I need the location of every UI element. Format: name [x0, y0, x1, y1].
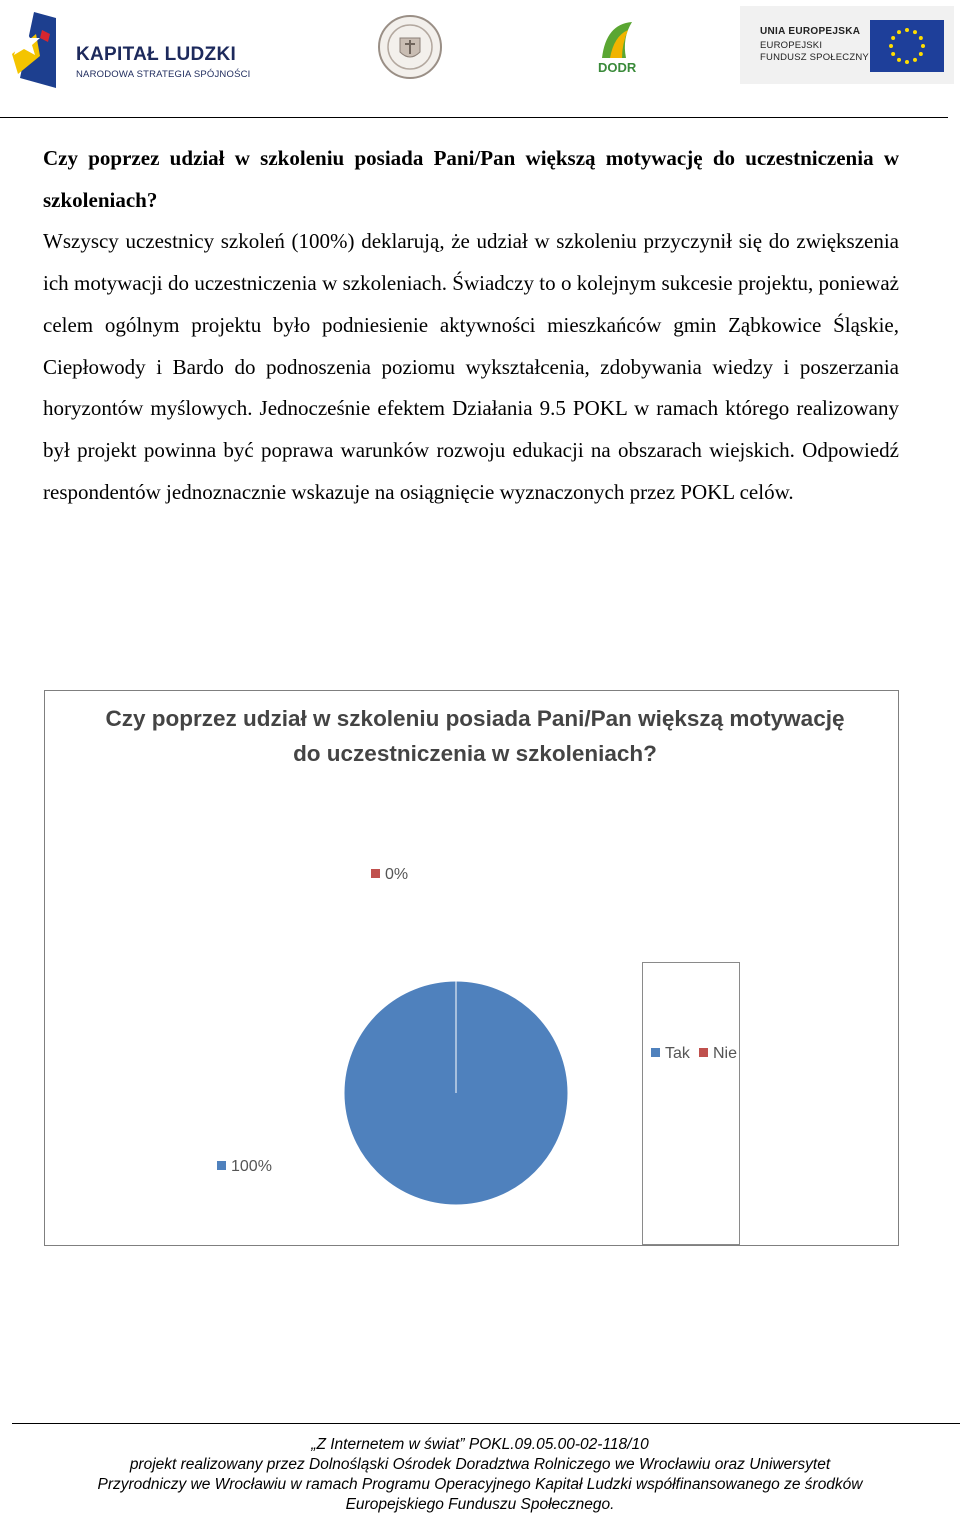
footer-project-title: „Z Internetem w świat” POKL.09.05.00-02-118/10: [311, 1436, 649, 1453]
kapital-ludzki-title: KAPITAŁ LUDZKI: [76, 44, 237, 65]
university-seal-logo: [376, 14, 444, 80]
survey-question-heading: Czy poprzez udział w szkoleniu posiada Pani/Pan większą motywację do uczestniczenia w szkoleniach?: [43, 146, 899, 212]
pie-chart: [44, 690, 899, 1246]
data-label-tak-swatch: [217, 1161, 226, 1170]
footer-divider: [12, 1423, 960, 1424]
data-label-nie-text: 0%: [385, 866, 409, 883]
chart-legend: [642, 962, 740, 1245]
eu-star: [921, 44, 925, 48]
footer-line-3: Przyrodniczy we Wrocławiu w ramach Programu Operacyjnego Kapitał Ludzki współfinansowanego ze środków: [97, 1476, 863, 1493]
dodr-leaf-icon: [592, 18, 648, 62]
eu-star: [905, 60, 909, 64]
eu-star: [889, 44, 893, 48]
dodr-logo: [592, 18, 648, 78]
legend-item-tak: [651, 1045, 690, 1063]
eu-star: [891, 52, 895, 56]
legend-swatch-nie: [699, 1048, 708, 1057]
kapital-ludzki-emblem-icon: [6, 8, 66, 94]
kapital-ludzki-logo: [6, 8, 256, 94]
eu-star: [897, 58, 901, 62]
eu-logo: [740, 6, 954, 84]
eu-star: [913, 30, 917, 34]
data-label-nie-swatch: [371, 869, 380, 878]
legend-label-nie: Nie: [713, 1045, 738, 1062]
eu-star: [897, 30, 901, 34]
header-divider: [0, 117, 948, 118]
chart-title: Czy poprzez udział w szkoleniu posiada Pani/Pan większą motywację do uczestniczenia w szkoleniach?: [105, 706, 845, 766]
legend-swatch-tak: [651, 1048, 660, 1057]
analysis-paragraph: Wszyscy uczestnicy szkoleń (100%) deklarują, że udział w szkoleniu przyczynił się do zwiększenia ich motywacji do uczestniczenia w szkoleniach. Świadczy to o kolejnym sukcesie projektu, ponieważ celem ogólnym projektu było podniesienie aktywności mieszkańców gmin Ząbkowice Śląskie, Ciepłowody i Bardo do podnoszenia poziomu wykształcenia, zdobywania wiedzy i poszerzania horyzontów myślowych. Jednocześnie efektem Działania 9.5 POKL w ramach którego realizowany był projekt powinna być poprawa warunków rozwoju edukacji na obszarach wiejskich. Odpowiedź respondentów jednoznacznie wskazuje na osiągnięcie wyznaczonych przez POKL celów.: [43, 229, 899, 504]
kapital-ludzki-subtitle: NARODOWA STRATEGIA SPÓJNOŚCI: [76, 69, 251, 80]
university-seal-icon: [376, 14, 444, 80]
eu-line-2: FUNDUSZ SPOŁECZNY: [760, 52, 869, 63]
eu-star: [905, 28, 909, 32]
data-label-tak-text: 100%: [231, 1158, 272, 1175]
legend-label-tak: Tak: [665, 1045, 690, 1062]
pie-chart-plot: [45, 691, 898, 1245]
eu-title: UNIA EUROPEJSKA: [760, 26, 861, 37]
page-header: [0, 0, 960, 118]
eu-line-1: EUROPEJSKI: [760, 40, 823, 51]
data-label-nie: [371, 866, 408, 884]
data-label-tak: [217, 1158, 272, 1176]
eu-star: [913, 58, 917, 62]
page-footer: [40, 1435, 920, 1515]
eu-star: [891, 36, 895, 40]
eu-star: [919, 36, 923, 40]
eu-flag-icon: [870, 20, 944, 72]
footer-line-4: Europejskiego Funduszu Społecznego.: [345, 1496, 615, 1513]
document-body: [43, 138, 899, 513]
legend-item-nie: [699, 1045, 737, 1063]
eu-star: [919, 52, 923, 56]
dodr-logo-text: DODR: [598, 60, 637, 75]
footer-line-2: projekt realizowany przez Dolnośląski Ośrodek Doradztwa Rolniczego we Wrocławiu oraz Uniwersytet: [129, 1456, 831, 1473]
